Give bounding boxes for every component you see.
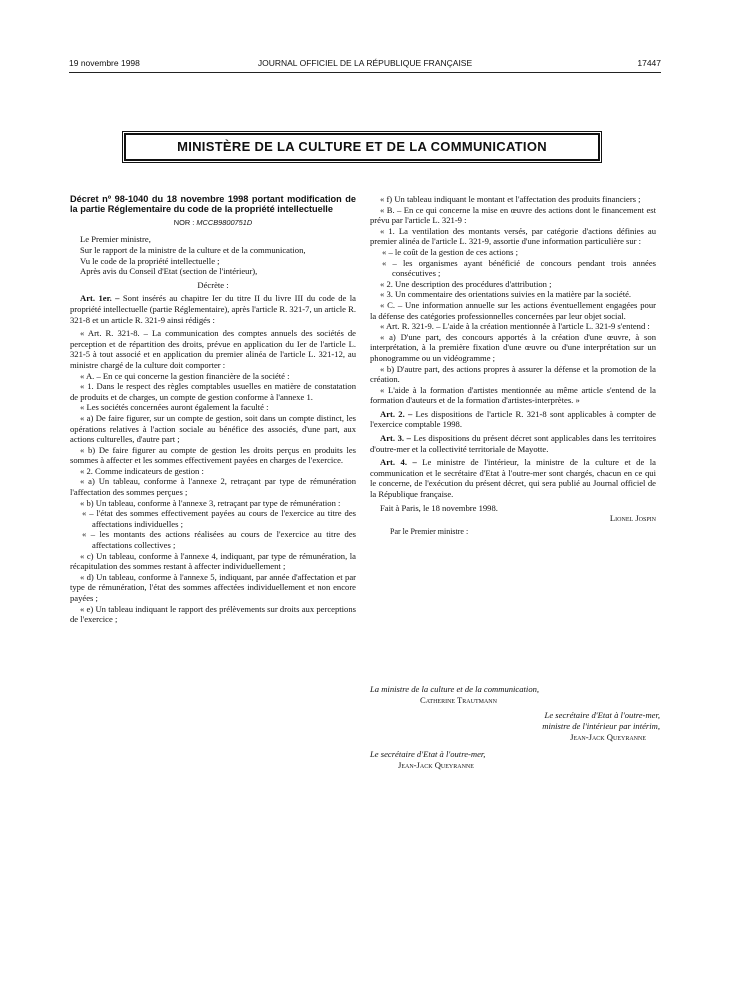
article-4: Art. 4. – Le ministre de l'intérieur, la ministre de la culture et de la communication et le secrétaire d'Etat à l'outre-mer sont chargés, chacun en ce qui le concerne, de l'exécution du présent décret, qui sera publié au Journal officiel de la République française. [370, 457, 656, 500]
paragraph: « Art. R. 321-9. – L'aide à la création mentionnée à l'article L. 321-9 s'entend : [380, 321, 650, 332]
paragraph: « c) Un tableau, conforme à l'annexe 4, indiquant, par type de rémunération, la récapitulation des sommes restant à affecter individuellement ; [70, 550, 356, 572]
secretary-title-2: Le secrétaire d'Etat à l'outre-mer, [370, 749, 486, 759]
running-header [69, 58, 661, 72]
article-2: Art. 2. – Les dispositions de l'article R. 321-8 sont applicables à compter de l'exercice comptable 1998. [370, 408, 656, 430]
paragraph: « a) D'une part, des concours apportés à la création d'une œuvre, à son interprétation, à la première fixation d'une œuvre ou d'une interprétation sur un phonogramme ou un vidéogramme ; [370, 331, 656, 363]
secretary-title: Le secrétaire d'Etat à l'outre-mer, [544, 710, 660, 720]
secretary-name-2: Jean-Jack Queyranne [398, 760, 474, 770]
paragraph: Sur le rapport de la ministre de la culture et de la communication, [80, 245, 306, 255]
right-column [370, 194, 656, 537]
paragraph: « 2. Comme indicateurs de gestion : [80, 465, 204, 476]
ministry-banner: MINISTÈRE DE LA CULTURE ET DE LA COMMUNICATION [124, 133, 600, 161]
left-column [70, 194, 356, 625]
article-3: Art. 3. – Les dispositions du présent décret sont applicables dans les territoires d'outre-mer et la collectivité territoriale de Mayotte. [370, 433, 656, 454]
paragraph: « 3. Un commentaire des orientations suivies en la matière par la société. [380, 289, 632, 300]
paragraph: « 1. Dans le respect des règles comptables usuelles en matière de constatation de produits et de charges, un compte de gestion conforme à l'annexe 1. [70, 381, 356, 402]
paragraph: « Les sociétés concernées auront également la faculté : [80, 402, 269, 413]
minister-name: Catherine Trautmann [420, 695, 497, 705]
paragraph: « B. – En ce qui concerne la mise en œuvre des actions dont le financement est prévu par l'article L. 321-9 : [370, 204, 656, 226]
list-item: « – les organismes ayant bénéficié de concours pendant trois années consécutives ; [382, 257, 656, 279]
issue-date: 19 novembre 1998 [69, 58, 140, 68]
paragraph: « e) Un tableau indiquant le rapport des prélèvements sur droits aux perceptions de l'exercice ; [70, 603, 356, 625]
signature-block [370, 684, 660, 771]
secretary-name: Jean-Jack Queyranne [570, 732, 646, 742]
paragraph: « a) Un tableau, conforme à l'annexe 2, retraçant par type de rémunération l'affectation des sommes perçues ; [70, 476, 356, 498]
paragraph: « b) Un tableau, conforme à l'annexe 3, retraçant par type de rémunération : [80, 497, 341, 508]
paragraph: Le Premier ministre, [80, 234, 151, 245]
paragraph: « 2. Une description des procédures d'attribution ; [380, 278, 552, 289]
paragraph: « L'aide à la formation d'artistes mentionnée au même article s'entend de la formation d'auteurs et de la formation d'artistes-interprètes. » [370, 384, 656, 406]
secretary-title-interim: ministre de l'intérieur par intérim, [542, 721, 660, 731]
par-le-premier-ministre: Par le Premier ministre : [390, 526, 469, 536]
paragraph: « 1. La ventilation des montants versés, par catégorie d'actions définies au premier alinéa de l'article L. 321-9, assortie d'une information particulière sur : [370, 225, 656, 247]
paragraph: « b) De faire figurer au compte de gestion les droits perçus en produits les sommes à affecter et les sommes effectivement payées en charges de l'exercice. [70, 444, 356, 466]
journal-title: JOURNAL OFFICIEL DE LA RÉPUBLIQUE FRANÇAISE [257, 58, 473, 68]
signer-name: Lionel Jospin [609, 513, 656, 524]
decrete-heading: Décrète : [197, 279, 229, 290]
minister-title: La ministre de la culture et de la communication, [370, 684, 540, 694]
paragraph: « b) D'autre part, des actions propres à assurer la défense et la promotion de la création. [370, 363, 656, 385]
decree-title: Décret nº 98-1040 du 18 novembre 1998 portant modification de la partie Réglementaire du code de la propriété intellectuelle [70, 194, 356, 215]
paragraph: « f) Un tableau indiquant le montant et l'affectation des produits financiers ; [380, 194, 641, 204]
paragraph: « A. – En ce qui concerne la gestion financière de la société : [80, 370, 290, 381]
signature-date: Fait à Paris, le 18 novembre 1998. [380, 502, 498, 513]
header-rule [69, 72, 661, 73]
list-item: « – les montants des actions réalisées au cours de l'exercice au titre des affectations collectives ; [82, 529, 356, 551]
article-1: Art. 1er. – Sont insérés au chapitre Ier du titre II du livre III du code de la propriété intellectuelle (partie Réglementaire), après l'article R. 321-7, un article R. 321-8 et un article R. 321-9 ainsi rédigés : [70, 293, 356, 325]
nor-reference: NOR : MCCB9800751D [173, 217, 253, 227]
paragraph: « a) De faire figurer, sur un compte de gestion, soit dans un compte distinct, les opérations relatives à l'action sociale au bénéfice des associés, d'une part, aux actions culturelles, d'autre part ; [70, 412, 356, 445]
list-item: « – le coût de la gestion de ces actions ; [382, 246, 519, 257]
paragraph: Après avis du Conseil d'Etat (section de l'intérieur), [80, 266, 258, 277]
paragraph: Vu le code de la propriété intellectuelle ; [80, 255, 220, 266]
list-item: « – l'état des sommes effectivement payées au cours de l'exercice au titre des affectations individuelles ; [82, 508, 356, 529]
paragraph: « C. – Une information annuelle sur les actions éventuellement engagées pour la défense des catégories professionnelles concernées par leur objet social. [370, 299, 656, 321]
page-number: 17447 [637, 58, 661, 68]
paragraph: « d) Un tableau, conforme à l'annexe 5, indiquant, par année d'affectation et par type de rémunération, l'état des sommes affectées individuellement et non encore payées ; [70, 571, 356, 603]
paragraph: « Art. R. 321-8. – La communication des comptes annuels des sociétés de perception et de répartition des droits, prévue en application du Ier de l'article L. 321-5 à tout associé et en application du premier alinéa de l'article L. 321-12, au ministre chargé de la culture doit comporter : [70, 328, 356, 370]
